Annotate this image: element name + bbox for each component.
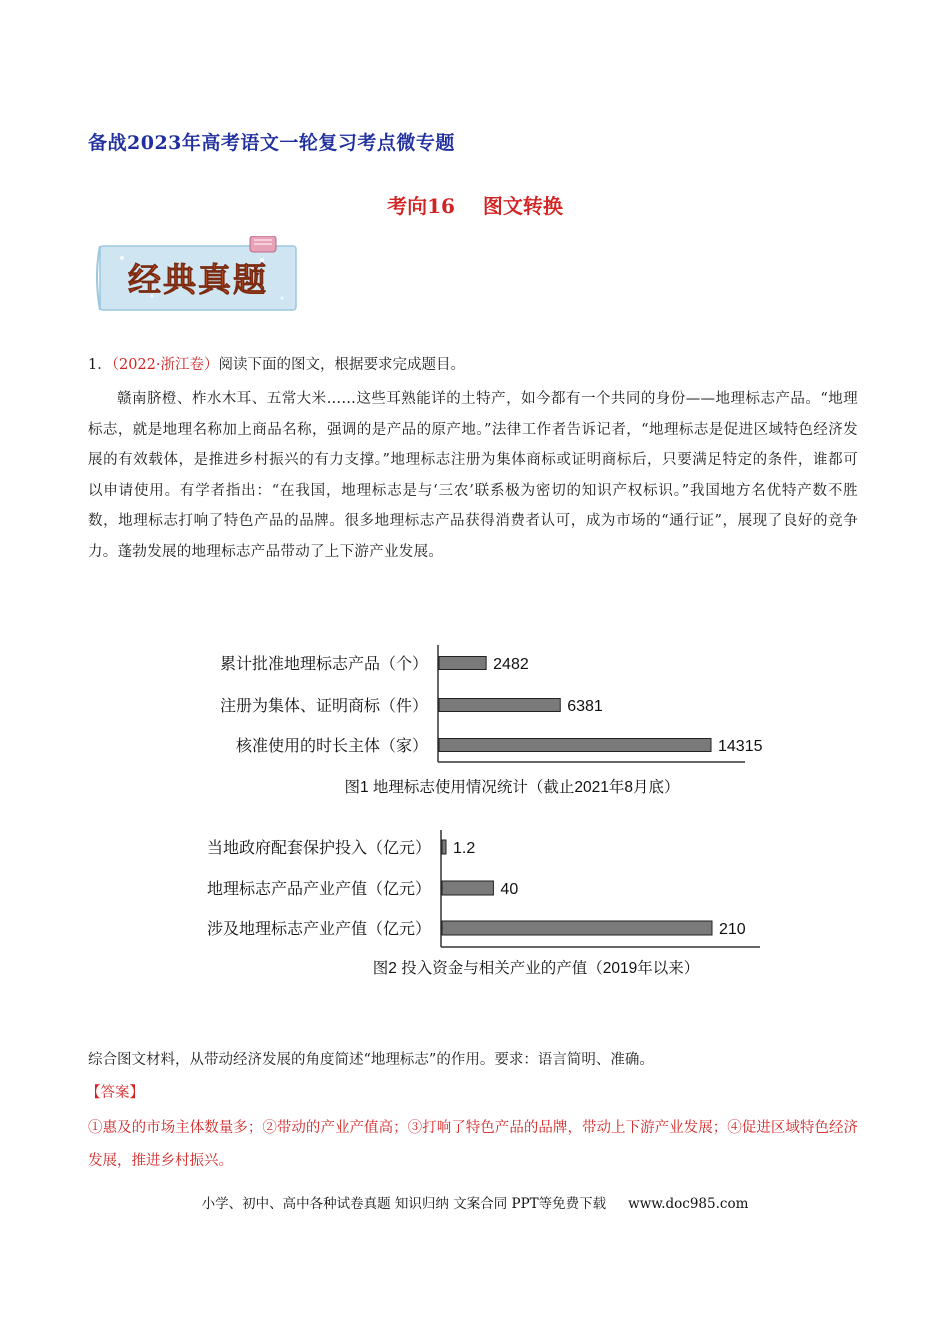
banner-text: 经典真题 bbox=[128, 260, 268, 299]
category-label: 涉及地理标志产业产值（亿元） bbox=[206, 921, 431, 938]
bar-value-label: 1.2 bbox=[453, 840, 476, 857]
chart-bar bbox=[439, 739, 711, 752]
chart-bar bbox=[442, 881, 493, 895]
footer-url[interactable]: www.doc985.com bbox=[628, 1196, 749, 1212]
footer bbox=[0, 1192, 950, 1212]
question-prompt: 阅读下面的图文，根据要求完成题目。 bbox=[218, 357, 465, 373]
answer-text: ①惠及的市场主体数量多；②带动的产业产值高；③打响了特色产品的品牌，带动上下游产业发展；④促进区域特色经济发展，推进乡村振兴。 bbox=[88, 1120, 858, 1169]
question-source: （2022·浙江卷） bbox=[111, 357, 219, 373]
bar-value-label: 210 bbox=[719, 921, 746, 938]
bar-value-label: 2482 bbox=[493, 656, 529, 673]
bar-value-label: 14315 bbox=[718, 738, 763, 755]
question-number: 1． bbox=[88, 357, 112, 373]
document-title: 备战2023年高考语文一轮复习考点微专题 bbox=[88, 132, 455, 154]
category-label: 累计批准地理标志产品（个） bbox=[219, 656, 428, 673]
category-label: 当地政府配套保护投入（亿元） bbox=[206, 840, 431, 857]
section-number: 考向16 bbox=[387, 194, 455, 218]
footer-text: 小学、初中、高中各种试卷真题 知识归纳 文案合同 PPT等免费下载 bbox=[201, 1196, 607, 1212]
category-label: 注册为集体、证明商标（件） bbox=[219, 698, 428, 715]
section-topic: 图文转换 bbox=[482, 194, 563, 218]
task-instruction: 综合图文材料，从带动经济发展的角度简述“地理标志”的作用。要求：语言简明、准确。 bbox=[88, 1052, 654, 1068]
chart-title: 图1 地理标志使用情况统计（截止2021年8月底） bbox=[344, 779, 680, 796]
reading-paragraph: 赣南脐橙、柞水木耳、五常大米……这些耳熟能详的土特产，如今都有一个共同的身份——地理标志产品。“地理标志，就是地理名称加上商品名称，强调的是产品的原产地。”法律工作者告诉记者，“地理标志是促进区域特色经济发展的有效载体，是推进乡村振兴的有力支撑。”地理标志注册为集体商标或证明商标后，只要满足特定的条件，谁都可以申请使用。有学者指出：“在我国，地理标志是与‘三农’联系极为密切的知识产权标识。”我国地方名优特产数不胜数，地理标志打响了特色产品的品牌。很多地理标志产品获得消费者认可，成为市场的“通行证”，展现了良好的竞争力。蓬勃发展的地理标志产品带动了上下游产业发展。 bbox=[88, 391, 858, 560]
bar-value-label: 40 bbox=[500, 881, 519, 898]
chart-bar bbox=[439, 657, 486, 670]
bar-value-label: 6381 bbox=[567, 698, 603, 715]
chart-bar bbox=[439, 699, 560, 712]
chart-bar bbox=[442, 840, 446, 854]
category-label: 地理标志产品产业产值（亿元） bbox=[206, 881, 431, 898]
chart-bar bbox=[442, 921, 712, 935]
answer-label: 【答案】 bbox=[86, 1085, 144, 1101]
chart-title: 图2 投入资金与相关产业的产值（2019年以来） bbox=[372, 960, 700, 977]
category-label: 核准使用的时长主体（家） bbox=[235, 738, 428, 755]
